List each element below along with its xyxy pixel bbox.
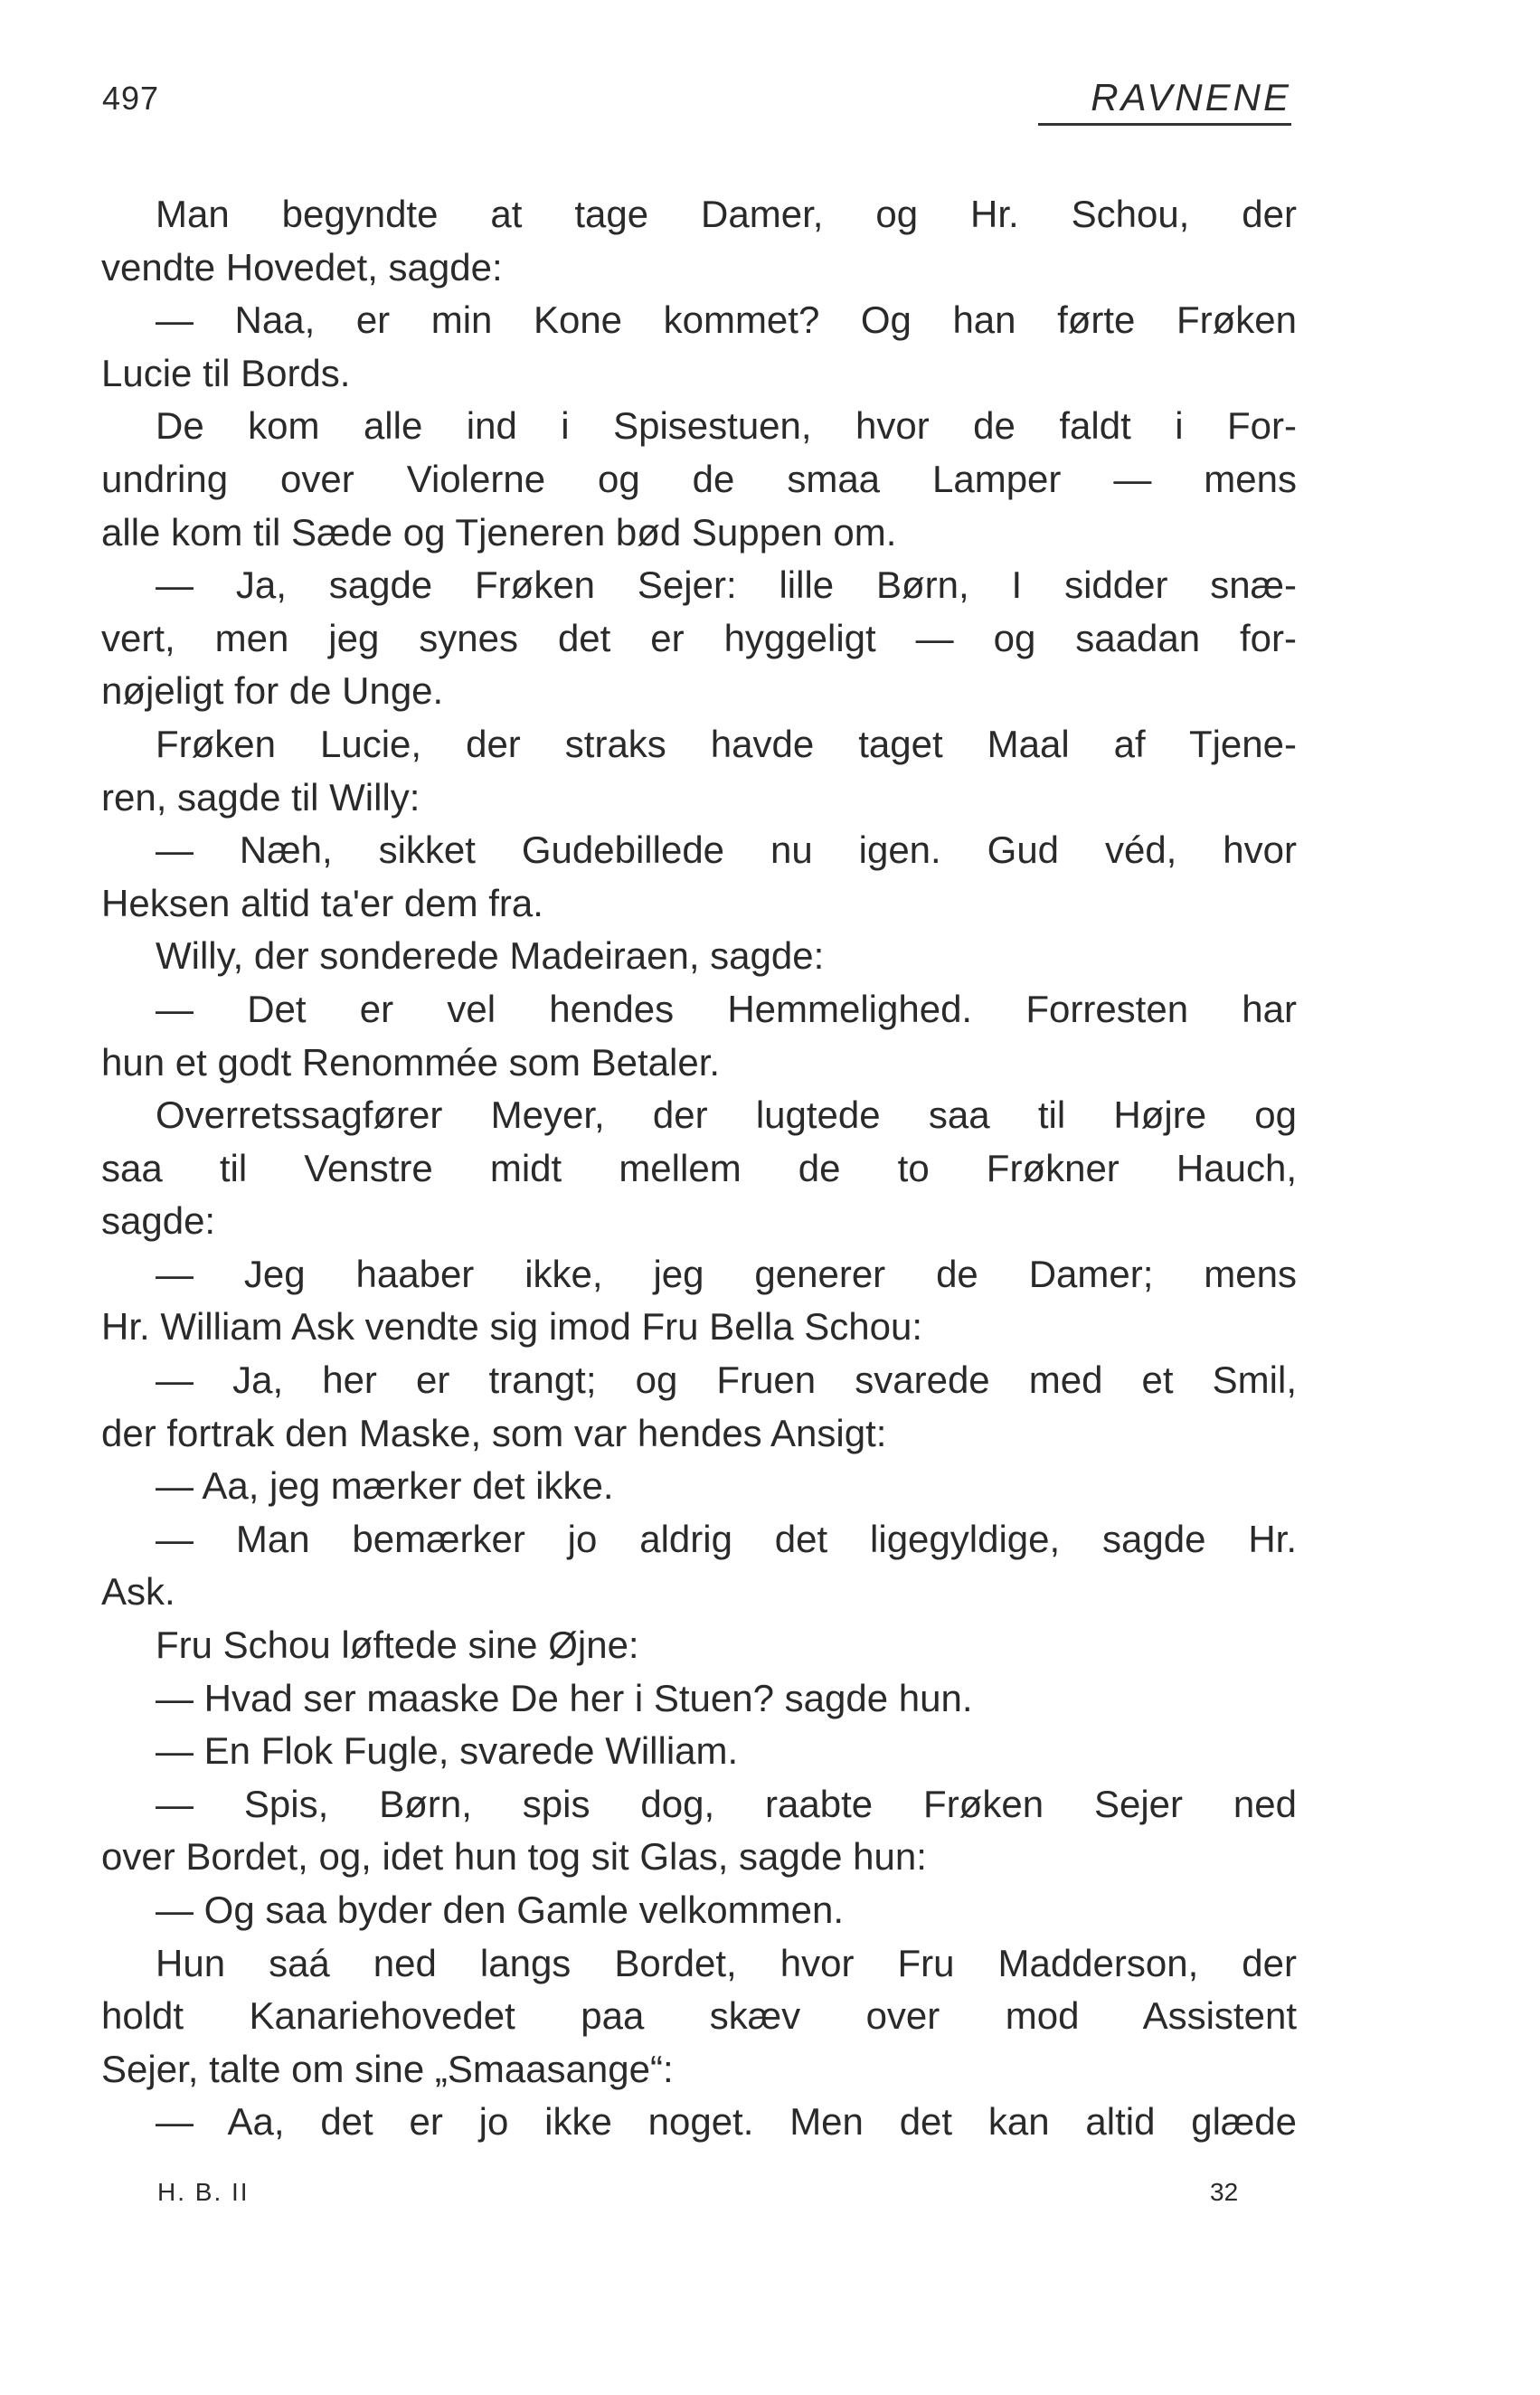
sheet-number: 32 — [1210, 2178, 1239, 2206]
text-line: Overretssagfører Meyer, der lugtede saa til Højre og — [156, 1093, 1297, 1137]
text-line: Heksen altid ta'er dem fra. — [101, 881, 543, 924]
text-line: — Og saa byder den Gamle velkommen. — [156, 1889, 845, 1931]
text-line: — Det er vel hendes Hemmelighed. Forresten har — [156, 987, 1297, 1030]
text-line: der fortrak den Maske, som var hendes Ansigt: — [101, 1411, 887, 1454]
text-line: Frøken Lucie, der straks havde taget Maal af Tjene- — [156, 722, 1297, 765]
signature-mark: H. B. II — [157, 2178, 250, 2206]
text-line: Ask. — [101, 1570, 175, 1614]
text-line: — Naa, er min Kone kommet? Og han førte Frøken — [156, 298, 1297, 342]
text-line: — Aa, jeg mærker det ikke. — [156, 1464, 614, 1508]
text-line: — Ja, sagde Frøken Sejer: lille Børn, I sidder snæ- — [156, 563, 1297, 607]
text-line: — Jeg haaber ikke, jeg generer de Damer; mens — [156, 1252, 1297, 1295]
text-line: Hr. William Ask vendte sig imod Fru Bella Schou: — [101, 1305, 923, 1349]
page-number: 497 — [102, 80, 160, 117]
text-line: vendte Hovedet, sagde: — [101, 245, 503, 289]
text-line: alle kom til Sæde og Tjeneren bød Suppen om. — [101, 510, 897, 554]
text-line: hun et godt Renommée som Betaler. — [101, 1040, 721, 1084]
body-text — [101, 188, 1297, 2149]
text-line: Lucie til Bords. — [101, 351, 351, 394]
text-line: nøjeligt for de Unge. — [101, 669, 444, 713]
text-line: Fru Schou løftede sine Øjne: — [156, 1623, 639, 1667]
text-line: — Ja, her er trangt; og Fruen svarede med et Smil, — [156, 1358, 1297, 1402]
text-line: Sejer, talte om sine „Smaasange“: — [101, 2047, 674, 2090]
text-line: — Spis, Børn, spis dog, raabte Frøken Sejer ned — [156, 1782, 1297, 1825]
text-line: sagde: — [101, 1199, 216, 1243]
running-title: RAVNENE — [1038, 76, 1291, 126]
text-line: holdt Kanariehovedet paa skæv over mod Assistent — [101, 1994, 1297, 2038]
text-line: — Hvad ser maaske De her i Stuen? sagde hun. — [156, 1676, 973, 1719]
text-line: saa til Venstre midt mellem de to Frøkner Hauch, — [101, 1146, 1297, 1189]
text-line: ren, sagde til Willy: — [101, 775, 420, 819]
text-line: — Næh, sikket Gudebillede nu igen. Gud véd, hvor — [156, 828, 1297, 872]
text-line: Man begyndte at tage Damer, og Hr. Schou, der — [156, 193, 1297, 235]
text-line: — Aa, det er jo ikke noget. Men det kan altid glæde — [156, 2100, 1297, 2144]
text-line: Hun saá ned langs Bordet, hvor Fru Madderson, der — [156, 1941, 1297, 1984]
text-line: vert, men jeg synes det er hyggeligt — og saadan for- — [101, 616, 1297, 659]
text-line: De kom alle ind i Spisestuen, hvor de faldt i For- — [156, 404, 1297, 448]
text-line: undring over Violerne og de smaa Lamper — mens — [101, 457, 1297, 500]
text-line: — En Flok Fugle, svarede William. — [156, 1729, 739, 1773]
text-line: over Bordet, og, idet hun tog sit Glas, sagde hun: — [101, 1835, 927, 1879]
text-line: — Man bemærker jo aldrig det ligegyldige, sagde Hr. — [156, 1517, 1297, 1560]
text-line: Willy, der sonderede Madeiraen, sagde: — [156, 934, 825, 978]
